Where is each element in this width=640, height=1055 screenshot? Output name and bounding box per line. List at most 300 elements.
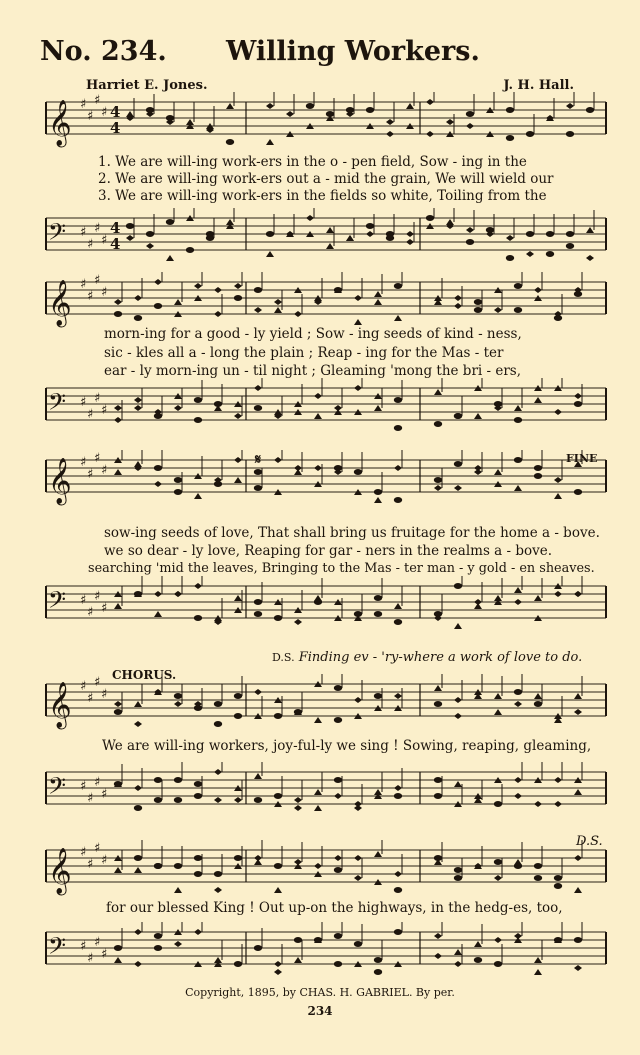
- note-head: [514, 417, 522, 423]
- note-head: [494, 401, 502, 407]
- verse-1-line-3: sow-ing seeds of love, That shall bring us fruitage for the home a - bove.: [104, 525, 600, 541]
- note-head: [454, 949, 462, 955]
- note-head: [434, 933, 442, 939]
- note-head: [194, 615, 202, 621]
- note-head: [274, 887, 282, 893]
- note-head: [406, 103, 414, 109]
- system-5-bass-staff: [0, 922, 640, 982]
- note-head: [374, 957, 382, 963]
- note-head: [114, 469, 122, 475]
- sharp-icon: ♯: [94, 221, 101, 236]
- note-head: [154, 591, 162, 597]
- note-head: [234, 295, 242, 301]
- note-head: [354, 855, 362, 861]
- note-head: [174, 797, 182, 803]
- note-head: [354, 385, 362, 391]
- note-head: [514, 863, 522, 869]
- note-head: [174, 777, 182, 783]
- note-head: [274, 299, 282, 305]
- sharp-icon: ♯: [94, 273, 101, 288]
- note-head: [574, 789, 582, 795]
- note-head: [134, 929, 142, 935]
- note-head: [394, 619, 402, 625]
- note-head: [534, 693, 542, 699]
- note-head: [494, 469, 502, 475]
- sharp-icon: ♯: [80, 679, 87, 694]
- note-head: [534, 397, 542, 403]
- note-head: [346, 235, 354, 241]
- note-head: [326, 227, 334, 233]
- note-head: [394, 465, 402, 471]
- note-head: [426, 215, 434, 221]
- chorus-line-2: for our blessed King ! Out up-on the highways, in the hedg-es, too,: [106, 900, 563, 916]
- note-head: [426, 99, 434, 105]
- note-head: [494, 859, 502, 865]
- system-4-treble-staff: [0, 674, 640, 734]
- note-head: [294, 805, 302, 811]
- hymn-number: No. 234.: [40, 36, 167, 67]
- note-head: [574, 489, 582, 495]
- note-head: [286, 111, 294, 117]
- note-head: [534, 863, 542, 869]
- note-head: [434, 477, 442, 483]
- note-head: [174, 477, 182, 483]
- sharp-icon: ♯: [101, 403, 108, 418]
- note-head: [466, 239, 474, 245]
- note-head: [506, 255, 514, 261]
- note-head: [314, 805, 322, 811]
- note-head: [434, 389, 442, 395]
- note-head: [454, 303, 462, 309]
- note-head: [506, 135, 514, 141]
- note-head: [474, 299, 482, 305]
- note-head: [254, 307, 262, 313]
- sharp-icon: ♯: [101, 463, 108, 478]
- note-head: [386, 235, 394, 241]
- note-head: [334, 793, 342, 799]
- system-3-bass-staff: [0, 576, 640, 636]
- note-head: [214, 481, 222, 487]
- note-head: [154, 279, 162, 285]
- note-head: [334, 855, 342, 861]
- note-head: [334, 717, 342, 723]
- note-head: [574, 693, 582, 699]
- system-2-bass-staff: [0, 378, 640, 438]
- sharp-icon: ♯: [80, 593, 87, 608]
- note-head: [334, 961, 342, 967]
- system-3-treble-staff: [0, 450, 640, 510]
- sharp-icon: ♯: [94, 675, 101, 690]
- note-head: [554, 875, 562, 881]
- note-head: [234, 595, 242, 601]
- hymn-title: Willing Workers.: [226, 36, 480, 67]
- note-head: [334, 867, 342, 873]
- sharp-icon: ♯: [80, 395, 87, 410]
- note-head: [474, 941, 482, 947]
- note-head: [406, 239, 414, 245]
- note-head: [194, 583, 202, 589]
- note-head: [314, 413, 322, 419]
- note-head: [114, 311, 122, 317]
- note-head: [526, 251, 534, 257]
- note-head: [274, 615, 282, 621]
- note-head: [454, 485, 462, 491]
- note-head: [174, 405, 182, 411]
- note-head: [306, 215, 314, 221]
- sharp-icon: ♯: [94, 935, 101, 950]
- note-head: [514, 307, 522, 313]
- note-head: [514, 283, 522, 289]
- verse-1-line-2: morn-ing for a good - ly yield ; Sow - ing seeds of kind - ness,: [104, 326, 522, 342]
- note-head: [546, 251, 554, 257]
- sharp-icon: ♯: [80, 97, 87, 112]
- note-head: [134, 315, 142, 321]
- note-head: [574, 709, 582, 715]
- note-head: [214, 887, 222, 893]
- note-head: [154, 481, 162, 487]
- note-head: [114, 867, 122, 873]
- note-head: [214, 871, 222, 877]
- note-head: [134, 855, 142, 861]
- sharp-icon: ♯: [87, 109, 94, 124]
- note-head: [194, 871, 202, 877]
- verse-2-line-3: we so dear - ly love, Reaping for gar - ners in the realms a - bove.: [104, 543, 553, 559]
- note-head: [394, 397, 402, 403]
- note-head: [114, 405, 122, 411]
- note-head: [434, 685, 442, 691]
- note-head: [534, 701, 542, 707]
- note-head: [274, 457, 282, 463]
- note-head: [214, 701, 222, 707]
- note-head: [546, 231, 554, 237]
- note-head: [274, 713, 282, 719]
- note-head: [534, 287, 542, 293]
- note-head: [314, 599, 322, 605]
- note-head: [114, 299, 122, 305]
- note-head: [454, 623, 462, 629]
- note-head: [194, 283, 202, 289]
- note-head: [466, 123, 474, 129]
- treble-clef-icon: 𝄞: [48, 458, 72, 504]
- note-head: [354, 469, 362, 475]
- note-head: [234, 961, 242, 967]
- note-head: [506, 235, 514, 241]
- note-head: [394, 929, 402, 935]
- ds-prefix: D.S.: [272, 651, 295, 664]
- note-head: [394, 887, 402, 893]
- bass-clef-icon: 𝄢: [48, 772, 67, 805]
- note-head: [266, 139, 274, 145]
- note-head: [314, 863, 322, 869]
- note-head: [254, 773, 262, 779]
- note-head: [294, 797, 302, 803]
- note-head: [126, 111, 134, 117]
- note-head: [494, 875, 502, 881]
- note-head: [534, 465, 542, 471]
- note-head: [326, 111, 334, 117]
- note-head: [154, 465, 162, 471]
- note-head: [314, 717, 322, 723]
- note-head: [194, 929, 202, 935]
- dal-segno-lyric: [272, 650, 582, 665]
- sharp-icon: ♯: [94, 93, 101, 108]
- sharp-icon: ♯: [87, 237, 94, 252]
- note-head: [234, 693, 242, 699]
- note-head: [174, 887, 182, 893]
- note-head: [434, 777, 442, 783]
- note-head: [574, 937, 582, 943]
- note-head: [474, 465, 482, 471]
- note-head: [234, 283, 242, 289]
- note-head: [274, 863, 282, 869]
- note-head: [274, 307, 282, 313]
- treble-clef-icon: 𝄞: [48, 848, 72, 894]
- note-head: [134, 405, 142, 411]
- sharp-icon: ♯: [80, 845, 87, 860]
- note-head: [114, 603, 122, 609]
- note-head: [214, 797, 222, 803]
- note-head: [134, 397, 142, 403]
- note-head: [326, 243, 334, 249]
- note-head: [174, 299, 182, 305]
- note-head: [234, 457, 242, 463]
- note-head: [374, 497, 382, 503]
- note-head: [574, 401, 582, 407]
- note-head: [514, 701, 522, 707]
- note-head: [394, 283, 402, 289]
- note-head: [514, 599, 522, 605]
- note-head: [554, 777, 562, 783]
- segno-sign: 𝄋: [255, 452, 262, 468]
- note-head: [166, 255, 174, 261]
- sharp-icon: ♯: [94, 391, 101, 406]
- note-head: [434, 953, 442, 959]
- note-head: [506, 107, 514, 113]
- note-head: [146, 243, 154, 249]
- bass-clef-icon: 𝄢: [48, 586, 67, 619]
- note-head: [454, 697, 462, 703]
- note-head: [466, 111, 474, 117]
- system-5-treble-staff: [0, 840, 640, 900]
- copyright-notice: Copyright, 1895, by CHAS. H. GABRIEL. By per.: [185, 986, 455, 999]
- sharp-icon: ♯: [101, 787, 108, 802]
- sharp-icon: ♯: [94, 775, 101, 790]
- note-head: [394, 497, 402, 503]
- note-head: [454, 875, 462, 881]
- note-head: [134, 961, 142, 967]
- note-head: [454, 867, 462, 873]
- note-head: [406, 231, 414, 237]
- note-head: [214, 769, 222, 775]
- note-head: [454, 713, 462, 719]
- note-head: [266, 231, 274, 237]
- note-head: [206, 231, 214, 237]
- note-head: [574, 291, 582, 297]
- note-head: [514, 777, 522, 783]
- note-head: [174, 591, 182, 597]
- sharp-icon: ♯: [87, 605, 94, 620]
- note-head: [454, 583, 462, 589]
- note-head: [254, 469, 262, 475]
- note-head: [474, 957, 482, 963]
- note-head: [374, 969, 382, 975]
- note-head: [374, 693, 382, 699]
- note-head: [434, 855, 442, 861]
- note-head: [574, 965, 582, 971]
- sharp-icon: ♯: [101, 233, 108, 248]
- note-head: [454, 781, 462, 787]
- sharp-icon: ♯: [101, 853, 108, 868]
- note-head: [314, 465, 322, 471]
- note-head: [566, 103, 574, 109]
- note-head: [534, 957, 542, 963]
- note-head: [294, 709, 302, 715]
- note-head: [234, 713, 242, 719]
- note-head: [394, 315, 402, 321]
- note-head: [454, 961, 462, 967]
- note-head: [554, 937, 562, 943]
- note-head: [294, 957, 302, 963]
- note-head: [394, 871, 402, 877]
- note-head: [194, 793, 202, 799]
- note-head: [454, 413, 462, 419]
- note-head: [434, 421, 442, 427]
- note-head: [254, 859, 262, 865]
- note-head: [566, 243, 574, 249]
- note-head: [334, 465, 342, 471]
- note-head: [154, 933, 162, 939]
- note-head: [334, 287, 342, 293]
- sharp-icon: ♯: [80, 225, 87, 240]
- ds-text: Finding ev - 'ry-where a work of love to do.: [298, 650, 583, 665]
- note-head: [254, 405, 262, 411]
- note-head: [454, 461, 462, 467]
- note-head: [354, 319, 362, 325]
- note-head: [394, 603, 402, 609]
- note-head: [514, 405, 522, 411]
- note-head: [394, 425, 402, 431]
- note-head: [494, 937, 502, 943]
- note-head: [274, 961, 282, 967]
- note-head: [534, 801, 542, 807]
- system-2-treble-staff: [0, 272, 640, 332]
- time-signature-top: 4: [110, 219, 121, 237]
- note-head: [554, 883, 562, 889]
- sharp-icon: ♯: [87, 791, 94, 806]
- verse-2-line-1: 2. We are will-ing work-ers out a - mid the grain, We will wield our: [98, 171, 554, 187]
- note-head: [334, 685, 342, 691]
- note-head: [126, 235, 134, 241]
- note-head: [334, 777, 342, 783]
- bass-clef-icon: 𝄢: [48, 932, 67, 965]
- note-head: [494, 693, 502, 699]
- note-head: [434, 793, 442, 799]
- note-head: [374, 611, 382, 617]
- note-head: [574, 855, 582, 861]
- note-head: [554, 477, 562, 483]
- note-head: [554, 409, 562, 415]
- note-head: [534, 473, 542, 479]
- note-head: [194, 493, 202, 499]
- note-head: [434, 701, 442, 707]
- note-head: [386, 131, 394, 137]
- note-head: [134, 701, 142, 707]
- system-1-treble-staff: [0, 92, 640, 152]
- note-head: [266, 251, 274, 257]
- sharp-icon: ♯: [87, 289, 94, 304]
- note-head: [494, 961, 502, 967]
- composer-credit: J. H. Hall.: [503, 78, 574, 93]
- note-head: [154, 863, 162, 869]
- system-4-bass-staff: [0, 762, 640, 822]
- note-head: [294, 465, 302, 471]
- verse-3-line-2: ear - ly morn-ing un - til night ; Gleaming 'mong the bri - ers,: [104, 363, 522, 379]
- note-head: [354, 295, 362, 301]
- verse-1-line-1: 1. We are will-ing work-ers in the o - pen field, Sow - ing in the: [98, 154, 527, 170]
- note-head: [254, 599, 262, 605]
- note-head: [434, 485, 442, 491]
- sharp-icon: ♯: [80, 779, 87, 794]
- bass-clef-icon: 𝄢: [48, 388, 67, 421]
- note-head: [134, 785, 142, 791]
- note-head: [126, 223, 134, 229]
- note-head: [426, 131, 434, 137]
- note-head: [446, 119, 454, 125]
- note-head: [494, 307, 502, 313]
- note-head: [134, 295, 142, 301]
- note-head: [114, 701, 122, 707]
- note-head: [454, 295, 462, 301]
- verse-3-line-1: 3. We are will-ing work-ers in the fields so white, Toiling from the: [98, 188, 547, 204]
- note-head: [214, 311, 222, 317]
- note-head: [394, 793, 402, 799]
- note-head: [254, 485, 262, 491]
- note-head: [466, 227, 474, 233]
- sharp-icon: ♯: [94, 841, 101, 856]
- sharp-icon: ♯: [101, 687, 108, 702]
- note-head: [294, 311, 302, 317]
- note-head: [294, 937, 302, 943]
- note-head: [314, 789, 322, 795]
- note-head: [346, 107, 354, 113]
- note-head: [214, 287, 222, 293]
- note-head: [486, 227, 494, 233]
- note-head: [226, 139, 234, 145]
- note-head: [234, 797, 242, 803]
- note-head: [134, 721, 142, 727]
- note-head: [254, 797, 262, 803]
- note-head: [554, 591, 562, 597]
- note-head: [314, 393, 322, 399]
- sharp-icon: ♯: [101, 601, 108, 616]
- note-head: [114, 945, 122, 951]
- note-head: [134, 805, 142, 811]
- note-head: [514, 587, 522, 593]
- sharp-icon: ♯: [80, 455, 87, 470]
- note-head: [194, 855, 202, 861]
- note-head: [514, 793, 522, 799]
- note-head: [514, 689, 522, 695]
- note-head: [114, 709, 122, 715]
- note-head: [574, 591, 582, 597]
- note-head: [354, 875, 362, 881]
- note-head: [374, 405, 382, 411]
- note-head: [586, 227, 594, 233]
- note-head: [234, 413, 242, 419]
- note-head: [354, 941, 362, 947]
- note-head: [394, 693, 402, 699]
- sharp-icon: ♯: [94, 451, 101, 466]
